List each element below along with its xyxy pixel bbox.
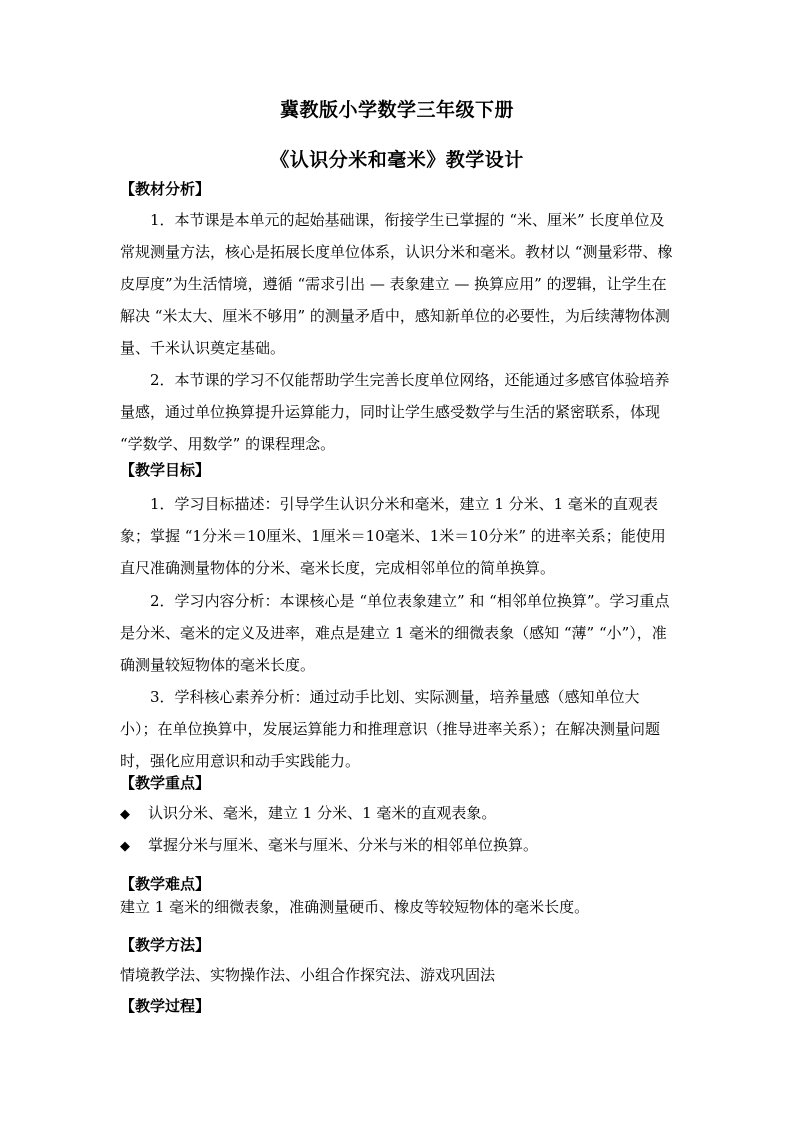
diamond-bullet-icon: ◆: [120, 807, 130, 822]
objectives-paragraph-3: 3．学科核心素养分析：通过动手比划、实际测量，培养量感（感知单位大小）；在单位换算中，发展运算能力和推理意识（推导进率关系）；在解决测量问题时，强化应用意识和动手实践能力。: [120, 688, 661, 770]
difficulties-text: 建立 1 毫米的细微表象，准确测量硬币、橡皮等较短物体的毫米长度。: [120, 898, 590, 916]
analysis-paragraph-2: 2．本节课的学习不仅能帮助学生完善长度单位网络，还能通过多感官体验培养量感，通过单位换算提升运算能力，同时让学生感受数学与生活的紧密联系，体现 “学数学、用数学” 的课程理念。: [120, 371, 670, 453]
section-heading-difficulties: 【教学难点】: [120, 875, 211, 893]
section-heading-methods: 【教学方法】: [120, 936, 211, 954]
key-point-item: [120, 834, 673, 858]
diamond-bullet-icon: ◆: [120, 839, 130, 854]
analysis-paragraph-1: 1．本节课是本单元的起始基础课，衔接学生已掌握的 “米、厘米” 长度单位及常规测量方法，核心是拓展长度单位体系，认识分米和毫米。教材以 “测量彩带、橡皮厚度”为生活情境，遵循 “需求引出 — 表象建立 — 换算应用” 的逻辑，让学生在解决 “米太大、厘米不够用” 的测量矛盾中，感知新单位的必要性，为后续薄物体测量、千米认识奠定基础。: [120, 211, 673, 357]
methods-text: 情境教学法、实物操作法、小组合作探究法、游戏巩固法: [120, 966, 496, 984]
key-point-item: [120, 802, 673, 826]
objectives-paragraph-1: 1．学习目标描述：引导学生认识分米和毫米，建立 1 分米、1 毫米的直观表象；掌握 “1分米＝10厘米、1厘米＝10毫米、1米＝10分米” 的进率关系；能使用直尺准确测量物体的分米、毫米长度，完成相邻单位的简单换算。: [120, 495, 666, 577]
key-point-text: 认识分米、毫米，建立 1 分米、1 毫米的直观表象。: [148, 804, 497, 822]
section-heading-objectives: 【教学目标】: [120, 461, 211, 479]
section-heading-analysis: 【教材分析】: [120, 180, 211, 198]
section-heading-key-points: 【教学重点】: [120, 774, 211, 792]
section-heading-process: 【教学过程】: [120, 997, 211, 1015]
key-point-text: 掌握分米与厘米、毫米与厘米、分米与米的相邻单位换算。: [148, 836, 539, 854]
document-title: 冀教版小学数学三年级下册: [279, 99, 514, 121]
objectives-paragraph-2: 2．学习内容分析：本课核心是 “单位表象建立” 和 “相邻单位换算”。学习重点是分米、毫米的定义及进率，难点是建立 1 毫米的细微表象（感知 “薄” “小”），准确测量较短物体的毫米长度。: [120, 592, 670, 674]
document-subtitle: 《认识分米和毫米》教学设计: [270, 149, 524, 171]
